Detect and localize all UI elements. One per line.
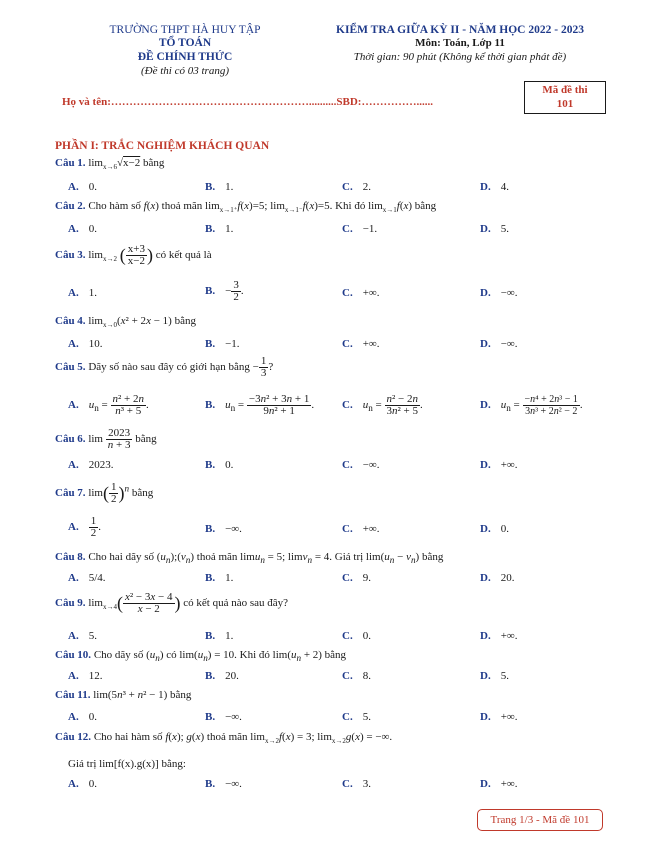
q1-opt-a[interactable]: A. 0. — [68, 181, 97, 193]
q12-opt-d[interactable]: D. +∞. — [480, 778, 518, 790]
subject: Môn: Toán, Lớp 11 — [415, 37, 505, 49]
q3-opt-b[interactable]: B. − $\frac{3}{2}$ . — [205, 279, 244, 303]
exam-code-box — [524, 81, 606, 114]
q10-opt-b[interactable]: B. 20. — [205, 670, 239, 682]
q7-opt-b[interactable]: B. −∞. — [205, 523, 242, 535]
q9-opt-b[interactable]: B. 1. — [205, 630, 234, 642]
q9-opt-c[interactable]: C. 0. — [342, 630, 371, 642]
question-10: Câu 10. Cho dãy số $(u_n)$ có $\lim(u_n) = 10$. Khi đó $\lim(u_n + 2)$ bằng — [55, 649, 347, 664]
q7-opt-c[interactable]: C. +∞. — [342, 523, 380, 535]
exam-time: Thời gian: 90 phút (Không kể thời gian phát đề) — [353, 51, 567, 63]
q3-opt-c[interactable]: C. +∞. — [342, 287, 380, 299]
section-title: PHẦN I: TRẮC NGHIỆM KHÁCH QUAN — [55, 140, 270, 152]
q5-opt-b[interactable]: B. $u_n$ = $\frac{\text{−3n² + 3n + 1}}{\text{9n² + 1}}$ . — [205, 393, 315, 417]
exam-code-value: 101 — [556, 98, 574, 110]
official-label: ĐỀ CHÍNH THỨC — [137, 51, 233, 63]
q11-opt-d[interactable]: D. +∞. — [480, 711, 518, 723]
q9-opt-a[interactable]: A. 5. — [68, 630, 97, 642]
q12-opt-c[interactable]: C. 3. — [342, 778, 371, 790]
q4-opt-a[interactable]: A. 10. — [68, 338, 103, 350]
exam-title: KIỂM TRA GIỮA KỲ II - NĂM HỌC 2022 - 2023 — [336, 24, 584, 36]
question-11: Câu 11. lim(5n³ + n² − 1) bằng — [55, 689, 192, 701]
question-3: Câu 3. $\lim_{x\to 2}$ ( $\frac{x+3}{x-2}$ ) có kết quả là — [55, 243, 212, 267]
q1-opt-c[interactable]: C. 2. — [342, 181, 371, 193]
q7-opt-a[interactable]: A. $\frac{1}{2}$ . — [68, 515, 101, 539]
question-12: Câu 12. Cho hai hàm số f(x); g(x) thoả mãn $\lim_{x\to 2}f(x) = 3$; $\lim_{x\to 2}g(x)$ = −∞. — [55, 731, 393, 746]
q11-opt-a[interactable]: A. 0. — [68, 711, 97, 723]
q5-opt-a[interactable]: A. $u_n$ = $\frac{\text{n² + 2n}}{\text{n³ + 5}}$ . — [68, 393, 149, 417]
q8-opt-c[interactable]: C. 9. — [342, 572, 371, 584]
q2-opt-c[interactable]: C. −1. — [342, 223, 378, 235]
q6-opt-b[interactable]: B. 0. — [205, 459, 234, 471]
q11-opt-c[interactable]: C. 5. — [342, 711, 371, 723]
q6-opt-d[interactable]: D. +∞. — [480, 459, 518, 471]
question-6: Câu 6. lim $\frac{2023}{n + 3}$ bằng — [55, 427, 157, 451]
q4-opt-c[interactable]: C. +∞. — [342, 338, 380, 350]
question-8: Câu 8. Cho hai dãy số $(u_n);(v_n)$ thoả mãn limu$_n$ = 5; limv$_n$ = 4. Giá trị $\lim(u_n - v_n)$ bằng — [55, 551, 444, 566]
name-line: Họ và tên:………………………………………………..........SBD:……………...... — [62, 96, 433, 108]
q10-opt-d[interactable]: D. 5. — [480, 670, 509, 682]
q3-opt-a[interactable]: A. 1. — [68, 287, 97, 299]
question-12-line2: Giá trị lim[f(x).g(x)] bằng: — [68, 758, 186, 770]
q2-opt-a[interactable]: A. 0. — [68, 223, 97, 235]
dept-name: TỔ TOÁN — [158, 37, 212, 49]
q4-opt-b[interactable]: B. −1. — [205, 338, 240, 350]
q1-opt-b[interactable]: B. 1. — [205, 181, 234, 193]
school-name: TRƯỜNG THPT HÀ HUY TẬP — [109, 24, 261, 36]
q10-opt-a[interactable]: A. 12. — [68, 670, 103, 682]
q12-opt-b[interactable]: B. −∞. — [205, 778, 242, 790]
q5-opt-d[interactable]: D. $u_n$ = $\frac{\text{−n⁴ + 2n³ − 1}}{\text{3n³ + 2n² − 2}}$ . — [480, 394, 583, 417]
q12-opt-a[interactable]: A. 0. — [68, 778, 97, 790]
q3-opt-d[interactable]: D. −∞. — [480, 287, 518, 299]
question-label: Câu 1. — [55, 157, 86, 169]
question-9: Câu 9. $\lim_{x\to 4}$( $\frac{\text{x² − 3x − 4}}{x - 2}$ ) có kết quả nào sau đây? — [55, 591, 289, 615]
q8-opt-a[interactable]: A. 5/4. — [68, 572, 106, 584]
q1-opt-d[interactable]: D. 4. — [480, 181, 509, 193]
page-footer: Trang 1/3 - Mã đề 101 — [477, 809, 603, 831]
q9-opt-d[interactable]: D. +∞. — [480, 630, 518, 642]
q8-opt-d[interactable]: D. 20. — [480, 572, 515, 584]
q2-opt-d[interactable]: D. 5. — [480, 223, 509, 235]
question-2: Câu 2. Cho hàm số f(x) thoả mãn $\lim_{x\to 1^+}f(x)=5$; $\lim_{x\to 1^-}f(x)=5$. Khi đó $\lim_{x\to 1}f(x)$ bằng — [55, 200, 437, 215]
q10-opt-c[interactable]: C. 8. — [342, 670, 371, 682]
question-1: Câu 1. $\lim_{x\to 6}√x-2$ bằng — [55, 157, 165, 172]
q6-opt-a[interactable]: A. 2023. — [68, 459, 114, 471]
q4-opt-d[interactable]: D. −∞. — [480, 338, 518, 350]
q6-opt-c[interactable]: C. −∞. — [342, 459, 380, 471]
question-4: Câu 4. $\lim_{x\to 0}(x^2 + 2x - 1)$ bằng — [55, 315, 196, 330]
q8-opt-b[interactable]: B. 1. — [205, 572, 234, 584]
exam-code-label: Mã đề thi — [542, 84, 588, 96]
question-5: Câu 5. Dãy số nào sau đây có giới hạn bằng − $\frac{1}{3}$ ? — [55, 355, 274, 379]
q11-opt-b[interactable]: B. −∞. — [205, 711, 242, 723]
question-7: Câu 7. lim( $\frac{1}{2}$ )$^n$ bằng — [55, 481, 154, 505]
q5-opt-c[interactable]: C. $u_n$ = $\frac{\text{n² − 2n}}{\text{3n² + 5}}$ . — [342, 393, 423, 417]
q2-opt-b[interactable]: B. 1. — [205, 223, 234, 235]
q7-opt-d[interactable]: D. 0. — [480, 523, 509, 535]
pages-note: (Đề thi có 03 trang) — [141, 65, 229, 77]
